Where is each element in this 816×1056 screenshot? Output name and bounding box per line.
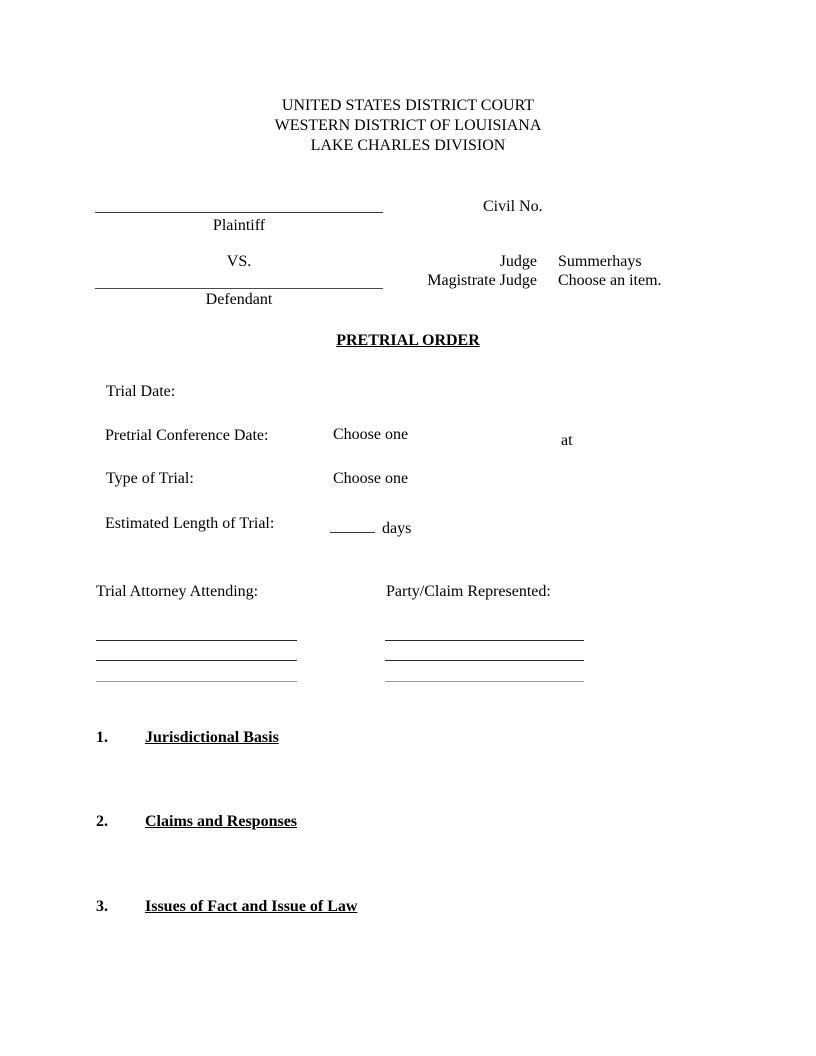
court-name: UNITED STATES DISTRICT COURT bbox=[281, 97, 535, 114]
court-division: LAKE CHARLES DIVISION bbox=[310, 137, 506, 154]
section-heading: Claims and Responses bbox=[145, 813, 298, 830]
type-of-trial-label: Type of Trial: bbox=[106, 470, 194, 487]
type-of-trial-dropdown[interactable]: Choose one bbox=[333, 470, 409, 487]
attorney-blank-line-3[interactable] bbox=[96, 681, 297, 682]
trial-date-label: Trial Date: bbox=[106, 383, 176, 400]
defendant-label: Defendant bbox=[205, 291, 273, 308]
attorney-blank-line-2[interactable] bbox=[96, 660, 297, 661]
vs-label: VS. bbox=[226, 253, 252, 270]
section-heading: Jurisdictional Basis bbox=[145, 729, 279, 746]
document-title bbox=[0, 331, 816, 351]
court-district: WESTERN DISTRICT OF LOUISIANA bbox=[274, 117, 542, 134]
estimated-length-label: Estimated Length of Trial: bbox=[105, 515, 275, 532]
plaintiff-name-line[interactable] bbox=[95, 196, 383, 213]
court-header bbox=[0, 96, 816, 156]
section-jurisdictional-basis bbox=[96, 728, 279, 748]
pretrial-conference-date-dropdown[interactable]: Choose one bbox=[333, 426, 409, 443]
days-label: days bbox=[382, 520, 412, 537]
judge-name: Summerhays bbox=[558, 253, 642, 270]
magistrate-judge-label: Magistrate Judge bbox=[427, 272, 537, 289]
magistrate-judge-dropdown[interactable]: Choose an item. bbox=[558, 272, 662, 289]
document-title-text: PRETRIAL ORDER bbox=[336, 332, 480, 349]
section-issues-of-fact-and-law bbox=[96, 897, 357, 917]
party-claim-header: Party/Claim Represented: bbox=[386, 583, 551, 600]
party-blank-line-1[interactable] bbox=[385, 640, 584, 641]
section-number: 1. bbox=[96, 729, 108, 746]
defendant-name-line[interactable] bbox=[95, 272, 383, 289]
attorney-blank-line-1[interactable] bbox=[96, 640, 297, 641]
civil-no-label: Civil No. bbox=[483, 198, 543, 215]
judge-row bbox=[420, 252, 642, 271]
party-blank-line-2[interactable] bbox=[385, 660, 584, 661]
section-claims-and-responses bbox=[96, 812, 297, 832]
judge-label: Judge bbox=[499, 253, 537, 270]
section-number: 3. bbox=[96, 898, 108, 915]
estimated-days-blank-field[interactable] bbox=[330, 516, 375, 533]
pretrial-conference-date-label: Pretrial Conference Date: bbox=[105, 427, 269, 444]
trial-attorney-header: Trial Attorney Attending: bbox=[96, 583, 259, 600]
magistrate-judge-row bbox=[420, 271, 662, 290]
section-number: 2. bbox=[96, 813, 108, 830]
party-blank-line-3[interactable] bbox=[385, 681, 584, 682]
plaintiff-label: Plaintiff bbox=[212, 217, 266, 234]
section-heading: Issues of Fact and Issue of Law bbox=[145, 898, 358, 915]
at-label: at bbox=[561, 432, 573, 449]
